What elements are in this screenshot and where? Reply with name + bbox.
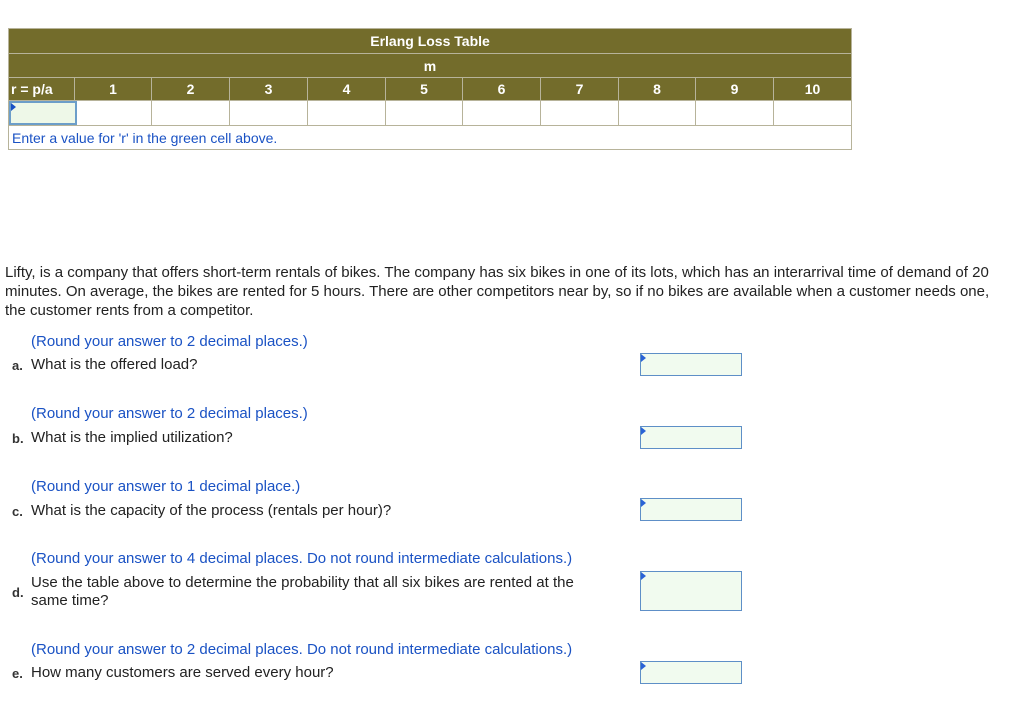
question-letter: a. — [12, 358, 23, 373]
erlang-cell — [152, 101, 230, 126]
column-header: 6 — [463, 78, 541, 101]
question-letter: c. — [12, 504, 23, 519]
erlang-cell — [386, 101, 463, 126]
question-text: What is the offered load? — [31, 356, 198, 373]
question-hint: (Round your answer to 2 decimal places. Do not round intermediate calculations.) — [31, 641, 573, 658]
column-header: 2 — [152, 78, 230, 101]
question-hint: (Round your answer to 2 decimal places.) — [31, 405, 308, 422]
question-hint: (Round your answer to 2 decimal places.) — [31, 333, 308, 350]
question-letter: e. — [12, 666, 23, 681]
question-hint: (Round your answer to 1 decimal place.) — [31, 478, 301, 495]
answer-input-c[interactable] — [640, 498, 742, 521]
answer-input-e[interactable] — [640, 661, 742, 684]
question-text: Use the table above to determine the probability that all six bikes are rented at the same time? — [31, 574, 574, 609]
erlang-cell — [696, 101, 774, 126]
column-header: 8 — [619, 78, 696, 101]
question-letter: b. — [12, 431, 24, 446]
column-header: 7 — [541, 78, 619, 101]
question-hint: (Round your answer to 4 decimal places. Do not round intermediate calculations.) — [31, 550, 573, 567]
table-note: Enter a value for 'r' in the green cell above. — [9, 126, 852, 150]
input-marker-icon — [11, 103, 16, 111]
input-marker-icon — [641, 572, 646, 580]
answer-input-a[interactable] — [640, 353, 742, 376]
question-text: What is the capacity of the process (rentals per hour)? — [31, 502, 392, 519]
column-header: 9 — [696, 78, 774, 101]
r-value-input[interactable] — [9, 101, 77, 125]
erlang-cell — [463, 101, 541, 126]
erlang-cell — [75, 101, 152, 126]
answer-input-d[interactable] — [640, 571, 742, 611]
erlang-cell — [308, 101, 386, 126]
r-label: r = p/a — [9, 78, 75, 101]
erlang-loss-table — [8, 28, 851, 150]
column-header: 3 — [230, 78, 308, 101]
input-marker-icon — [641, 354, 646, 362]
input-marker-icon — [641, 662, 646, 670]
column-header: 5 — [386, 78, 463, 101]
input-marker-icon — [641, 427, 646, 435]
m-label: m — [9, 54, 852, 78]
table-title: Erlang Loss Table — [9, 29, 852, 54]
column-header: 4 — [308, 78, 386, 101]
input-marker-icon — [641, 499, 646, 507]
question-text: How many customers are served every hour? — [31, 664, 334, 681]
erlang-cell — [774, 101, 852, 126]
answer-input-b[interactable] — [640, 426, 742, 449]
erlang-cell — [619, 101, 696, 126]
erlang-cell — [541, 101, 619, 126]
question-letter: d. — [12, 585, 24, 600]
column-header: 1 — [75, 78, 152, 101]
column-header: 10 — [774, 78, 852, 101]
erlang-cell — [230, 101, 308, 126]
question-text: What is the implied utilization? — [31, 429, 233, 446]
problem-statement: Lifty, is a company that offers short-term rentals of bikes. The company has six bikes in one of its lots, which has an interarrival time of demand of 20 minutes. On average, the bikes are rented for 5 hours. There are other competitors near by, so if no bikes are available when a customer needs one, the customer rents from a competitor. — [5, 264, 990, 319]
